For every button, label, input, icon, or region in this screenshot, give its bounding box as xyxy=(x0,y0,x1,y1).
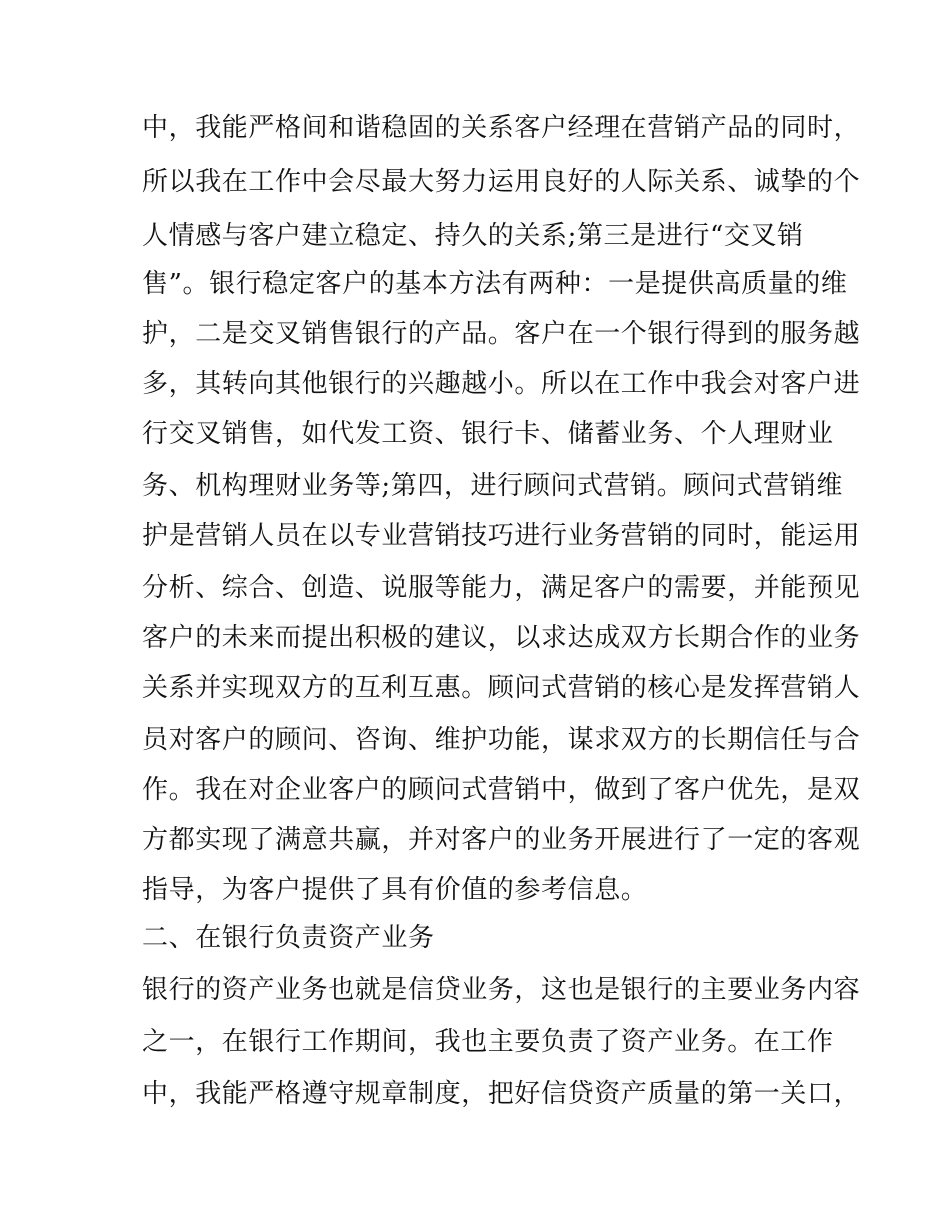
body-text-line: 关系并实现双方的互利互惠。顾问式营销的核心是发挥营销人 xyxy=(142,673,861,703)
body-text-line: 员对客户的顾问、咨询、维护功能，谋求双方的长期信任与合 xyxy=(142,725,861,755)
body-text-line: 客户的未来而提出积极的建议，以求达成双方长期合作的业务 xyxy=(142,623,861,653)
body-text-line: 多，其转向其他银行的兴趣越小。所以在工作中我会对客户进 xyxy=(142,369,861,399)
body-text-line: 分析、综合、创造、说服等能力，满足客户的需要，并能预见 xyxy=(142,573,861,603)
body-text-line: 指导，为客户提供了具有价值的参考信息。 xyxy=(142,875,648,905)
body-text-line: 之一，在银行工作期间，我也主要负责了资产业务。在工作 xyxy=(142,1027,834,1057)
body-text-line: 中，我能严格间和谐稳固的关系客户经理在营销产品的同时， xyxy=(142,113,861,143)
body-text-line: 中，我能严格遵守规章制度，把好信贷资产质量的第一关口， xyxy=(142,1079,861,1109)
section-heading: 二、在银行负责资产业务 xyxy=(142,923,435,953)
body-text-line: 行交叉销售，如代发工资、银行卡、储蓄业务、个人理财业 xyxy=(142,419,834,449)
body-text-line: 售”。银行稳定客户的基本方法有两种：一是提供高质量的维 xyxy=(142,269,848,299)
body-text-line: 银行的资产业务也就是信贷业务，这也是银行的主要业务内容 xyxy=(142,975,861,1005)
body-text-line: 护，二是交叉销售银行的产品。客户在一个银行得到的服务越 xyxy=(142,319,861,349)
body-text-line: 作。我在对企业客户的顾问式营销中，做到了客户优先，是双 xyxy=(142,775,861,805)
body-text-line: 护是营销人员在以专业营销技巧进行业务营销的同时，能运用 xyxy=(142,521,861,551)
body-text-line: 务、机构理财业务等;第四，进行顾问式营销。顾问式营销维 xyxy=(142,471,843,501)
body-text-line: 所以我在工作中会尽最大努力运用良好的人际关系、诚挚的个 xyxy=(142,167,861,197)
body-text-line: 方都实现了满意共赢，并对客户的业务开展进行了一定的客观 xyxy=(142,825,861,855)
body-text-line: 人情感与客户建立稳定、持久的关系;第三是进行“交叉销 xyxy=(142,221,804,251)
